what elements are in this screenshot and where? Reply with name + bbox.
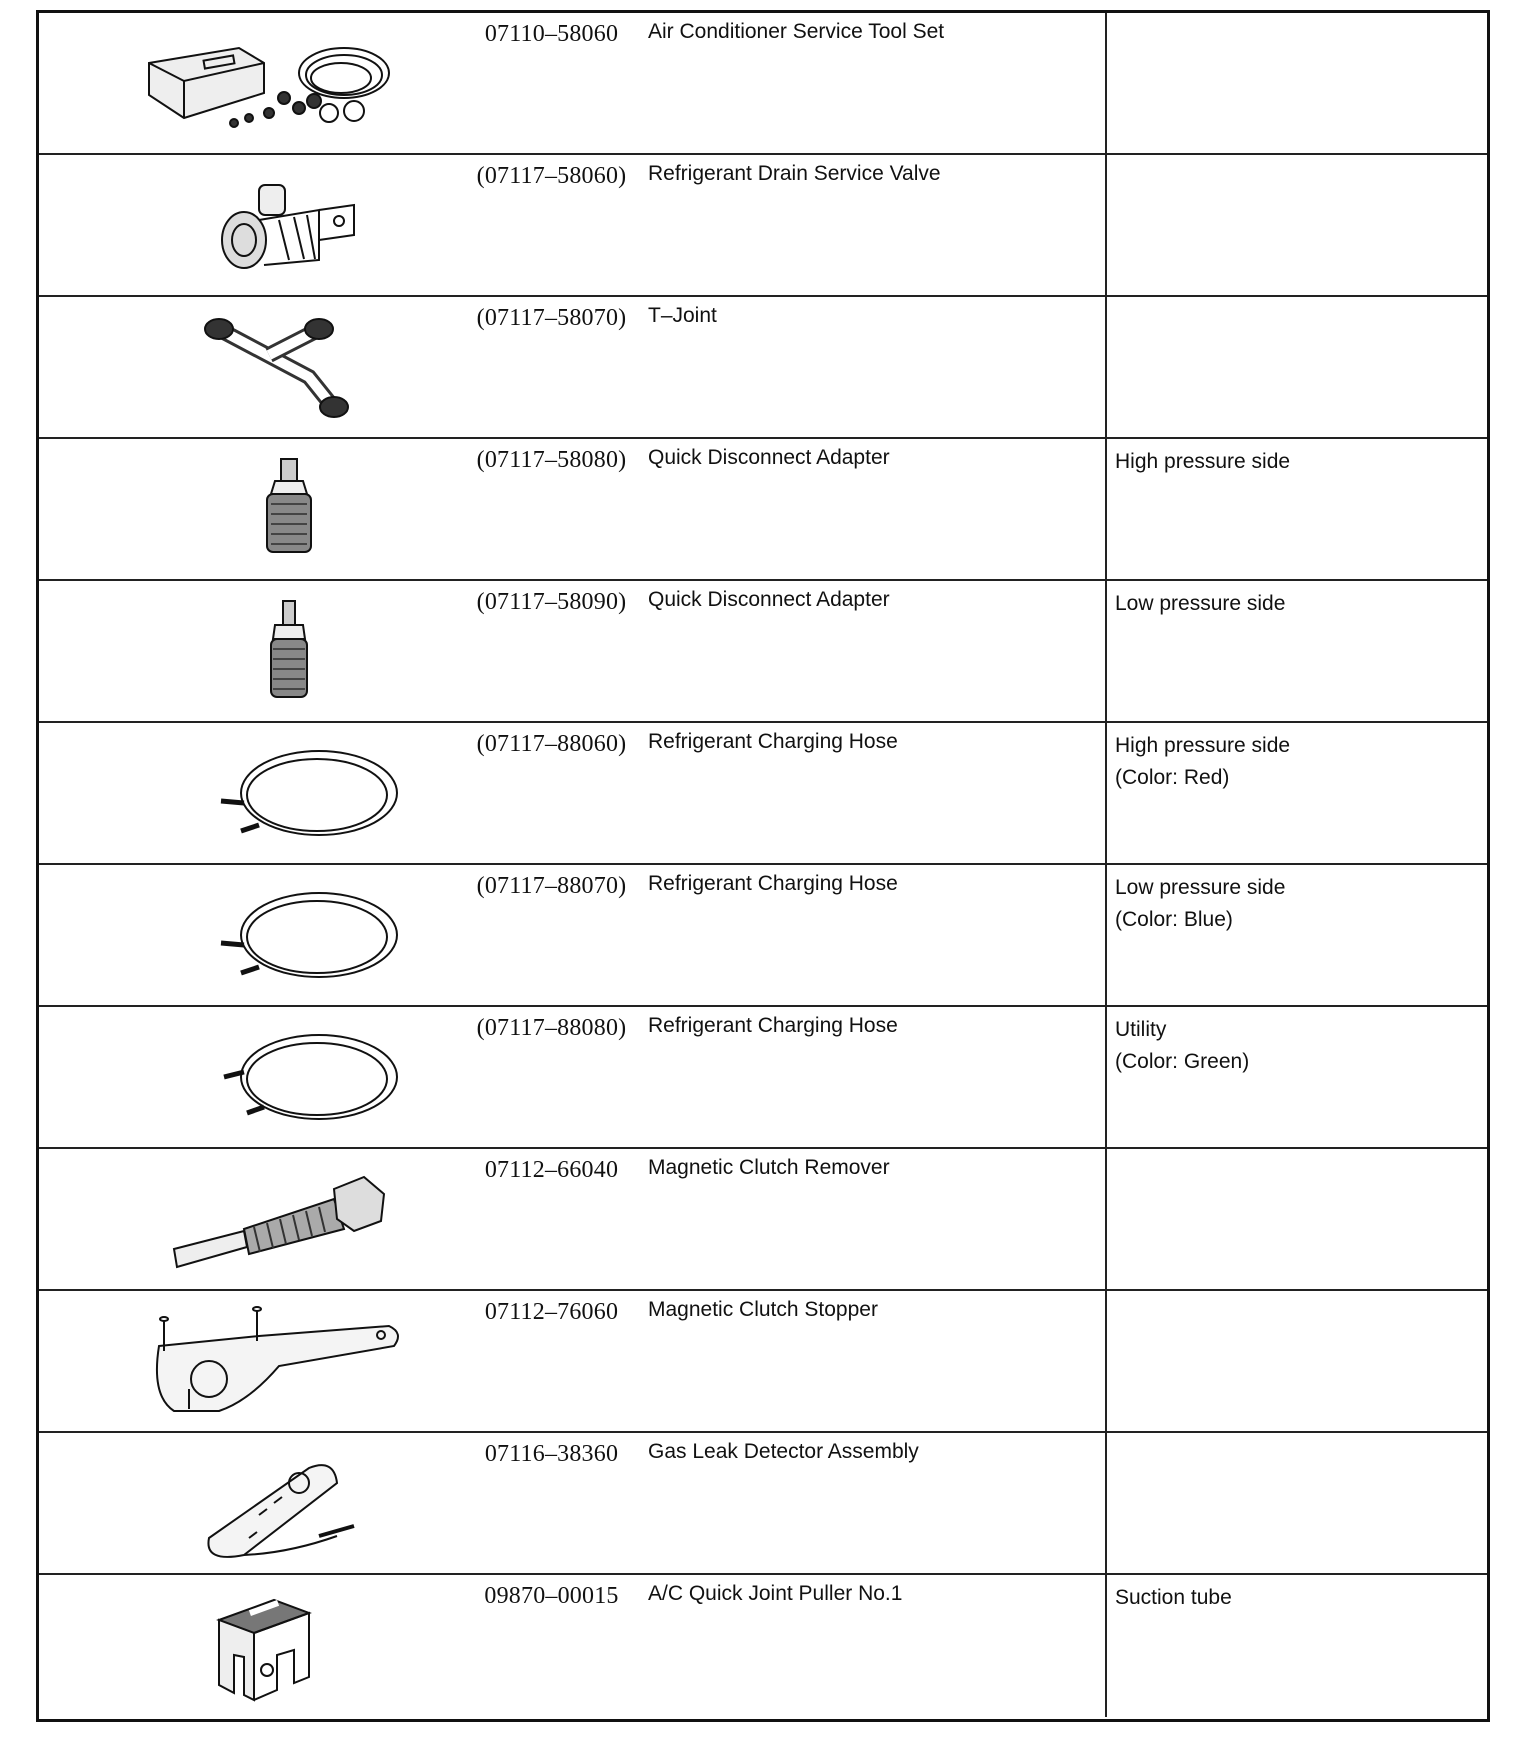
column-divider <box>1105 1007 1107 1149</box>
column-divider <box>1105 1149 1107 1291</box>
tool-name: Quick Disconnect Adapter <box>648 446 890 469</box>
column-divider <box>1105 155 1107 297</box>
note-line: Low pressure side <box>1115 592 1286 615</box>
table-row <box>39 581 1487 723</box>
column-divider <box>1105 1433 1107 1575</box>
table-row <box>39 723 1487 865</box>
leak-detector-icon <box>109 1443 409 1565</box>
column-divider <box>1105 13 1107 155</box>
part-number: (07117–88070) <box>476 873 627 899</box>
table-row <box>39 1433 1487 1575</box>
tool-name: Gas Leak Detector Assembly <box>648 1440 919 1463</box>
part-number: (07117–88060) <box>476 731 627 757</box>
tool-note <box>1115 872 1475 936</box>
charging-hose-icon <box>109 875 409 997</box>
tool-name: Refrigerant Drain Service Valve <box>648 162 941 185</box>
part-number: (07117–88080) <box>476 1015 627 1041</box>
tool-note <box>1115 1582 1475 1614</box>
tool-note <box>1115 588 1475 620</box>
tool-set-case-icon <box>109 23 409 145</box>
table-row <box>39 155 1487 297</box>
part-number: 09870–00015 <box>484 1583 619 1609</box>
special-service-tools-table <box>36 10 1490 1722</box>
column-divider <box>1105 1575 1107 1717</box>
column-divider <box>1105 865 1107 1007</box>
tool-name: A/C Quick Joint Puller No.1 <box>648 1582 903 1605</box>
note-line: High pressure side <box>1115 450 1291 473</box>
part-number: (07117–58070) <box>476 305 627 331</box>
quick-adapter-high-icon <box>109 449 409 571</box>
charging-hose-icon <box>109 1017 409 1139</box>
part-number: 07112–76060 <box>484 1299 619 1325</box>
drain-valve-icon <box>109 165 409 287</box>
tool-name: Air Conditioner Service Tool Set <box>648 20 945 43</box>
table-row <box>39 297 1487 439</box>
note-line: Low pressure side <box>1115 876 1286 899</box>
note-line: (Color: Blue) <box>1115 908 1233 931</box>
tool-note <box>1115 446 1475 478</box>
note-line: (Color: Red) <box>1115 766 1230 789</box>
table-row <box>39 439 1487 581</box>
charging-hose-icon <box>109 733 409 855</box>
column-divider <box>1105 439 1107 581</box>
tool-name: Magnetic Clutch Stopper <box>648 1298 878 1321</box>
tool-name: Refrigerant Charging Hose <box>648 730 898 753</box>
table-row <box>39 13 1487 155</box>
quick-adapter-low-icon <box>109 591 409 713</box>
table-row <box>39 1575 1487 1717</box>
part-number: (07117–58080) <box>476 447 627 473</box>
note-line: High pressure side <box>1115 734 1291 757</box>
column-divider <box>1105 723 1107 865</box>
table-row <box>39 865 1487 1007</box>
tool-name: Refrigerant Charging Hose <box>648 1014 898 1037</box>
joint-puller-icon <box>109 1585 409 1707</box>
note-line: (Color: Green) <box>1115 1050 1250 1073</box>
table-row <box>39 1007 1487 1149</box>
column-divider <box>1105 1291 1107 1433</box>
column-divider <box>1105 297 1107 439</box>
part-number: 07112–66040 <box>484 1157 619 1183</box>
tool-name: T–Joint <box>648 304 717 327</box>
tool-name: Refrigerant Charging Hose <box>648 872 898 895</box>
tool-note <box>1115 1014 1475 1078</box>
note-line: Suction tube <box>1115 1586 1232 1609</box>
table-row <box>39 1149 1487 1291</box>
part-number: 07116–38360 <box>484 1441 619 1467</box>
part-number: (07117–58060) <box>476 163 627 189</box>
clutch-stopper-wrench-icon <box>109 1301 409 1423</box>
tool-name: Quick Disconnect Adapter <box>648 588 890 611</box>
clutch-remover-bolt-icon <box>109 1159 409 1281</box>
tool-note <box>1115 730 1475 794</box>
part-number: 07110–58060 <box>484 21 619 47</box>
note-line: Utility <box>1115 1018 1167 1041</box>
table-row <box>39 1291 1487 1433</box>
tool-name: Magnetic Clutch Remover <box>648 1156 890 1179</box>
t-joint-icon <box>109 307 409 429</box>
column-divider <box>1105 581 1107 723</box>
part-number: (07117–58090) <box>476 589 627 615</box>
